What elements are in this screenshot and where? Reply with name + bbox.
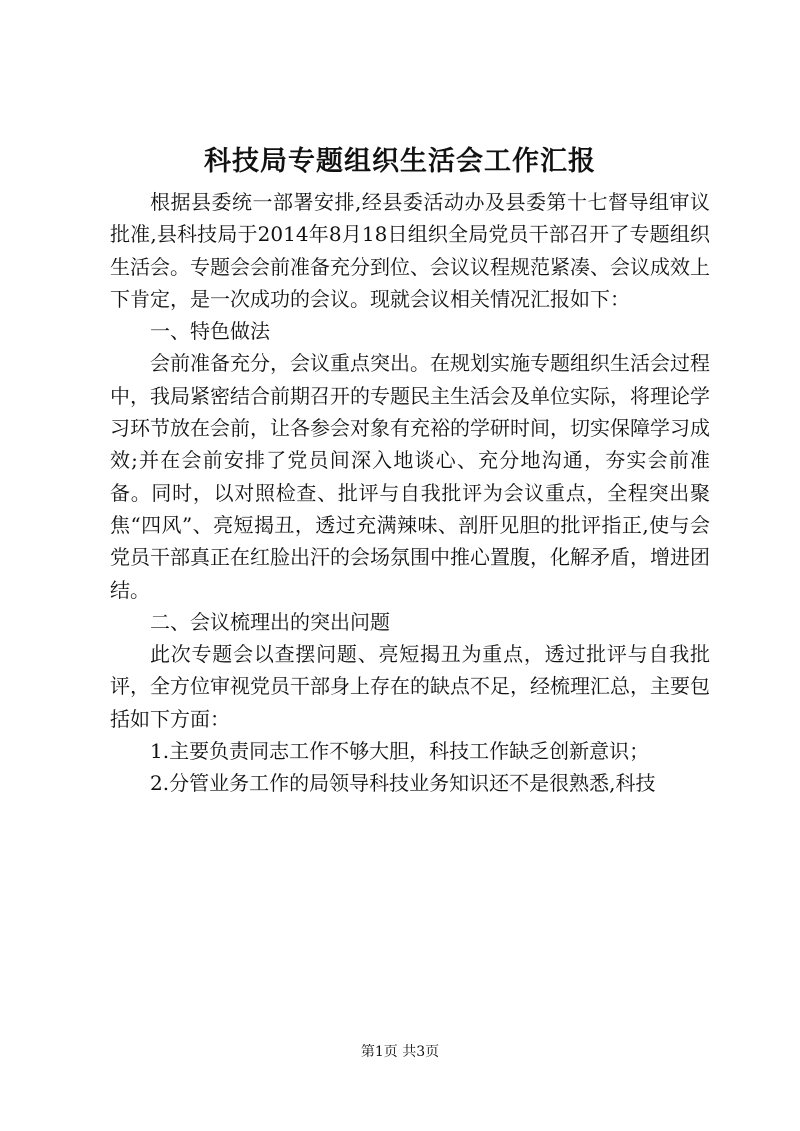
page-number-footer: 第1页 共3页 bbox=[360, 1044, 440, 1060]
document-body bbox=[110, 186, 710, 800]
paragraph-issues-intro: 此次专题会以查摆问题、亮短揭丑为重点，透过批评与自我批评，全方位审视党员干部身上存在的缺点不足，经梳理汇总，主要包括如下方面： bbox=[110, 642, 710, 731]
paragraph-intro: 根据县委统一部署安排,经县委活动办及县委第十七督导组审议批准,县科技局于2014年8月18日组织全局党员干部召开了专题组织生活会。专题会会前准备充分到位、会议议程规范紧凑、会议成效上下肯定，是一次成功的会议。现就会议相关情况汇报如下： bbox=[110, 190, 710, 311]
section-heading-1: 一、特色做法 bbox=[150, 319, 270, 344]
issue-item-2: 2.分管业务工作的局领导科技业务知识还不是很熟悉,科技 bbox=[150, 771, 656, 796]
section-heading-2: 二、会议梳理出的突出问题 bbox=[150, 609, 390, 634]
paragraph-features: 会前准备充分，会议重点突出。在规划实施专题组织生活会过程中，我局紧密结合前期召开的专题民主生活会及单位实际，将理论学习环节放在会前，让各参会对象有充裕的学研时间，切实保障学习成效;并在会前安排了党员间深入地谈心、充分地沟通，夯实会前准备。同时，以对照检查、批评与自我批评为会议重点，全程突出聚焦“四风”、亮短揭丑，透过充满辣味、剖肝见胆的批评指正,使与会党员干部真正在红脸出汗的会场氛围中推心置腹，化解矛盾，增进团结。 bbox=[110, 351, 710, 602]
document-title: 科技局专题组织生活会工作汇报 bbox=[204, 146, 596, 177]
issue-item-1: 1.主要负责同志工作不够大胆，科技工作缺乏创新意识； bbox=[150, 739, 650, 764]
